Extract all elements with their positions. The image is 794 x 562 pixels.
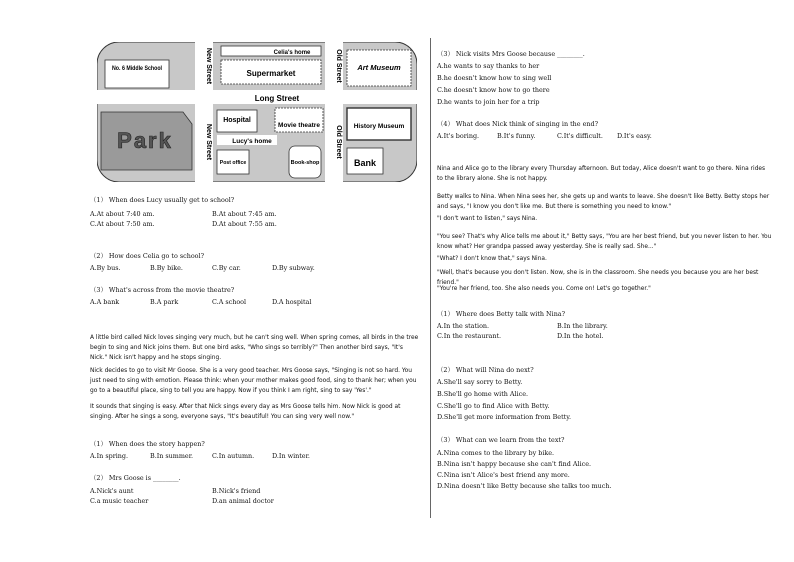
q4-stem: （1） When does the story happen? xyxy=(90,440,205,448)
q7-stem: （4） What does Nick think of singing in the end? xyxy=(437,120,599,128)
q6-option-c[interactable]: C.he doesn't know how to go there xyxy=(437,86,550,94)
q1-option-c[interactable]: C.At about 7:50 am. xyxy=(90,220,155,228)
bookshop-label: Book-shop xyxy=(290,160,320,166)
story-paragraph-1: A little bird called Nick loves singing very much, but he can't sing well. When spring comes, all birds in the tree begin to sing and Nick joins them. But one bird asks, "Who sings so terribly?" Then another bird says, "It's Nick." Nick isn't happy and he stops singing. xyxy=(90,335,419,361)
q8-option-a[interactable]: A.In the station. xyxy=(437,322,490,330)
old-street-top-label: Old Street xyxy=(335,49,342,83)
q1-option-b[interactable]: B.At about 7:45 am. xyxy=(212,210,277,218)
q6-stem: （3） Nick visits Mrs Goose because ________. xyxy=(437,50,585,58)
q8-stem: （1） Where does Betty talk with Nina? xyxy=(437,310,566,318)
q2-option-b[interactable]: B.By bike. xyxy=(150,264,183,272)
art-museum-label: Art Museum xyxy=(357,63,401,72)
q5-option-d[interactable]: D.an animal doctor xyxy=(212,497,274,505)
passage2-paragraph-4: "You see? That's why Alice tells me about it," Betty says, "You are her best friend, but you never listen to her. You know what? Her grandpa passed away yesterday. She is really sad. She..." xyxy=(437,234,772,250)
q9-option-d[interactable]: D.She'll get more information from Betty. xyxy=(437,413,571,421)
q7-option-d[interactable]: D.It's easy. xyxy=(617,132,652,140)
q2-option-a[interactable]: A.By bus. xyxy=(90,264,121,272)
park-label: Park xyxy=(117,128,173,153)
q4-option-d[interactable]: D.In winter. xyxy=(272,452,310,460)
q2-stem: （2） How does Celia go to school? xyxy=(90,252,204,260)
q2-option-c[interactable]: C.By car. xyxy=(212,264,241,272)
q7-option-b[interactable]: B.It's funny. xyxy=(497,132,536,140)
supermarket-label: Supermarket xyxy=(246,69,296,78)
q3-option-a[interactable]: A.A bank xyxy=(90,298,120,306)
passage2-paragraph-2: Betty walks to Nina. When Nina sees her, she gets up and wants to leave. She doesn't like Betty. Betty stops her and says, "I know you don't like me. But there is something you need to know." xyxy=(437,194,770,210)
hospital-label: Hospital xyxy=(223,117,251,124)
q8-option-b[interactable]: B.In the library. xyxy=(557,322,608,330)
q4-option-c[interactable]: C.In autumn. xyxy=(212,452,255,460)
post-office-label: Post office xyxy=(219,160,247,166)
story-paragraph-3: It sounds that singing is easy. After that Nick sings every day as Mrs Goose tells him. Now Nick is good at singing. After he sings a song, everyone says, "It's beautiful! You can sing very well now." xyxy=(90,404,401,420)
q4-option-b[interactable]: B.In summer. xyxy=(150,452,194,460)
q10-option-a[interactable]: A.Nina comes to the library by bike. xyxy=(437,449,555,457)
history-museum-label: History Museum xyxy=(353,123,405,130)
q4-option-a[interactable]: A.In spring. xyxy=(90,452,129,460)
long-street-label: Long Street xyxy=(254,94,300,103)
new-street-bottom-label: New Street xyxy=(205,123,212,161)
q10-option-c[interactable]: C.Nina isn't Alice's best friend any more. xyxy=(437,471,570,479)
q7-option-c[interactable]: C.It's difficult. xyxy=(557,132,603,140)
q10-option-b[interactable]: B.Nina isn't happy because she can't find Alice. xyxy=(437,460,592,468)
q3-option-c[interactable]: C.A school xyxy=(212,298,247,306)
q9-option-a[interactable]: A.She'll say sorry to Betty. xyxy=(437,378,523,386)
q1-stem: （1） When does Lucy usually get to school? xyxy=(90,196,235,204)
column-divider xyxy=(430,38,431,518)
passage2-paragraph-5: "What? I don't know that," says Nina. xyxy=(437,256,547,262)
q5-option-a[interactable]: A.Nick's aunt xyxy=(90,487,134,495)
q5-stem: （2） Mrs Goose is ________. xyxy=(90,474,181,482)
movie-theatre-label: Movie theatre xyxy=(278,122,320,129)
q3-option-d[interactable]: D.A hospital xyxy=(272,298,312,306)
q10-option-d[interactable]: D.Nina doesn't like Betty because she talks too much. xyxy=(437,482,612,490)
lucys-home-label: Lucy's home xyxy=(232,138,272,145)
celias-home-label: Celia's home xyxy=(273,50,311,56)
q6-option-b[interactable]: B.he doesn't know how to sing well xyxy=(437,74,552,82)
q3-stem: （3） What's across from the movie theatre? xyxy=(90,286,235,294)
q10-stem: （3） What can we learn from the text? xyxy=(437,436,565,444)
old-street-bottom-label: Old Street xyxy=(335,125,342,159)
story-paragraph-2: Nick decides to go to visit Mr Goose. She is a very good teacher. Mrs Goose says, "Singing is not so hard. You just need to sing with emotion. Please think: when your mother makes good food, sing to thank her; when you go to a beautiful place, sing to tell you are happy. Now if you think I am right, sing to say 'Yes'." xyxy=(90,368,417,394)
q7-option-a[interactable]: A.It's boring. xyxy=(437,132,480,140)
q5-option-b[interactable]: B.Nick's friend xyxy=(212,487,261,495)
passage2-paragraph-6: "Well, that's because you don't listen. Now, she is in the classroom. She needs you because you are her best friend." xyxy=(437,270,759,286)
q6-option-d[interactable]: D.he wants to join her for a trip xyxy=(437,98,540,106)
passage2-paragraph-3: "I don't want to listen," says Nina. xyxy=(437,216,538,222)
street-map xyxy=(97,42,417,182)
q9-option-c[interactable]: C.She'll go to find Alice with Betty. xyxy=(437,402,550,410)
passage2-paragraph-7: "You're her friend, too. She also needs you. Come on! Let's go together." xyxy=(437,286,651,292)
q9-stem: （2） What will Nina do next? xyxy=(437,366,534,374)
q2-option-d[interactable]: D.By subway. xyxy=(272,264,315,272)
q3-option-b[interactable]: B.A park xyxy=(150,298,179,306)
q1-option-a[interactable]: A.At about 7:40 am. xyxy=(90,210,155,218)
q8-option-d[interactable]: D.In the hotel. xyxy=(557,332,604,340)
q6-option-a[interactable]: A.he wants to say thanks to her xyxy=(437,62,540,70)
school-label: No. 6 Middle School xyxy=(112,65,163,72)
passage2-paragraph-1: Nina and Alice go to the library every Thursday afternoon. But today, Alice doesn't want to go there. Nina rides to the library alone. She is not happy. xyxy=(437,166,766,182)
q5-option-c[interactable]: C.a music teacher xyxy=(90,497,149,505)
q1-option-d[interactable]: D.At about 7:55 am. xyxy=(212,220,277,228)
q9-option-b[interactable]: B.She'll go home with Alice. xyxy=(437,390,529,398)
new-street-top-label: New Street xyxy=(205,47,212,85)
bank-label: Bank xyxy=(353,158,377,168)
q8-option-c[interactable]: C.In the restaurant. xyxy=(437,332,502,340)
